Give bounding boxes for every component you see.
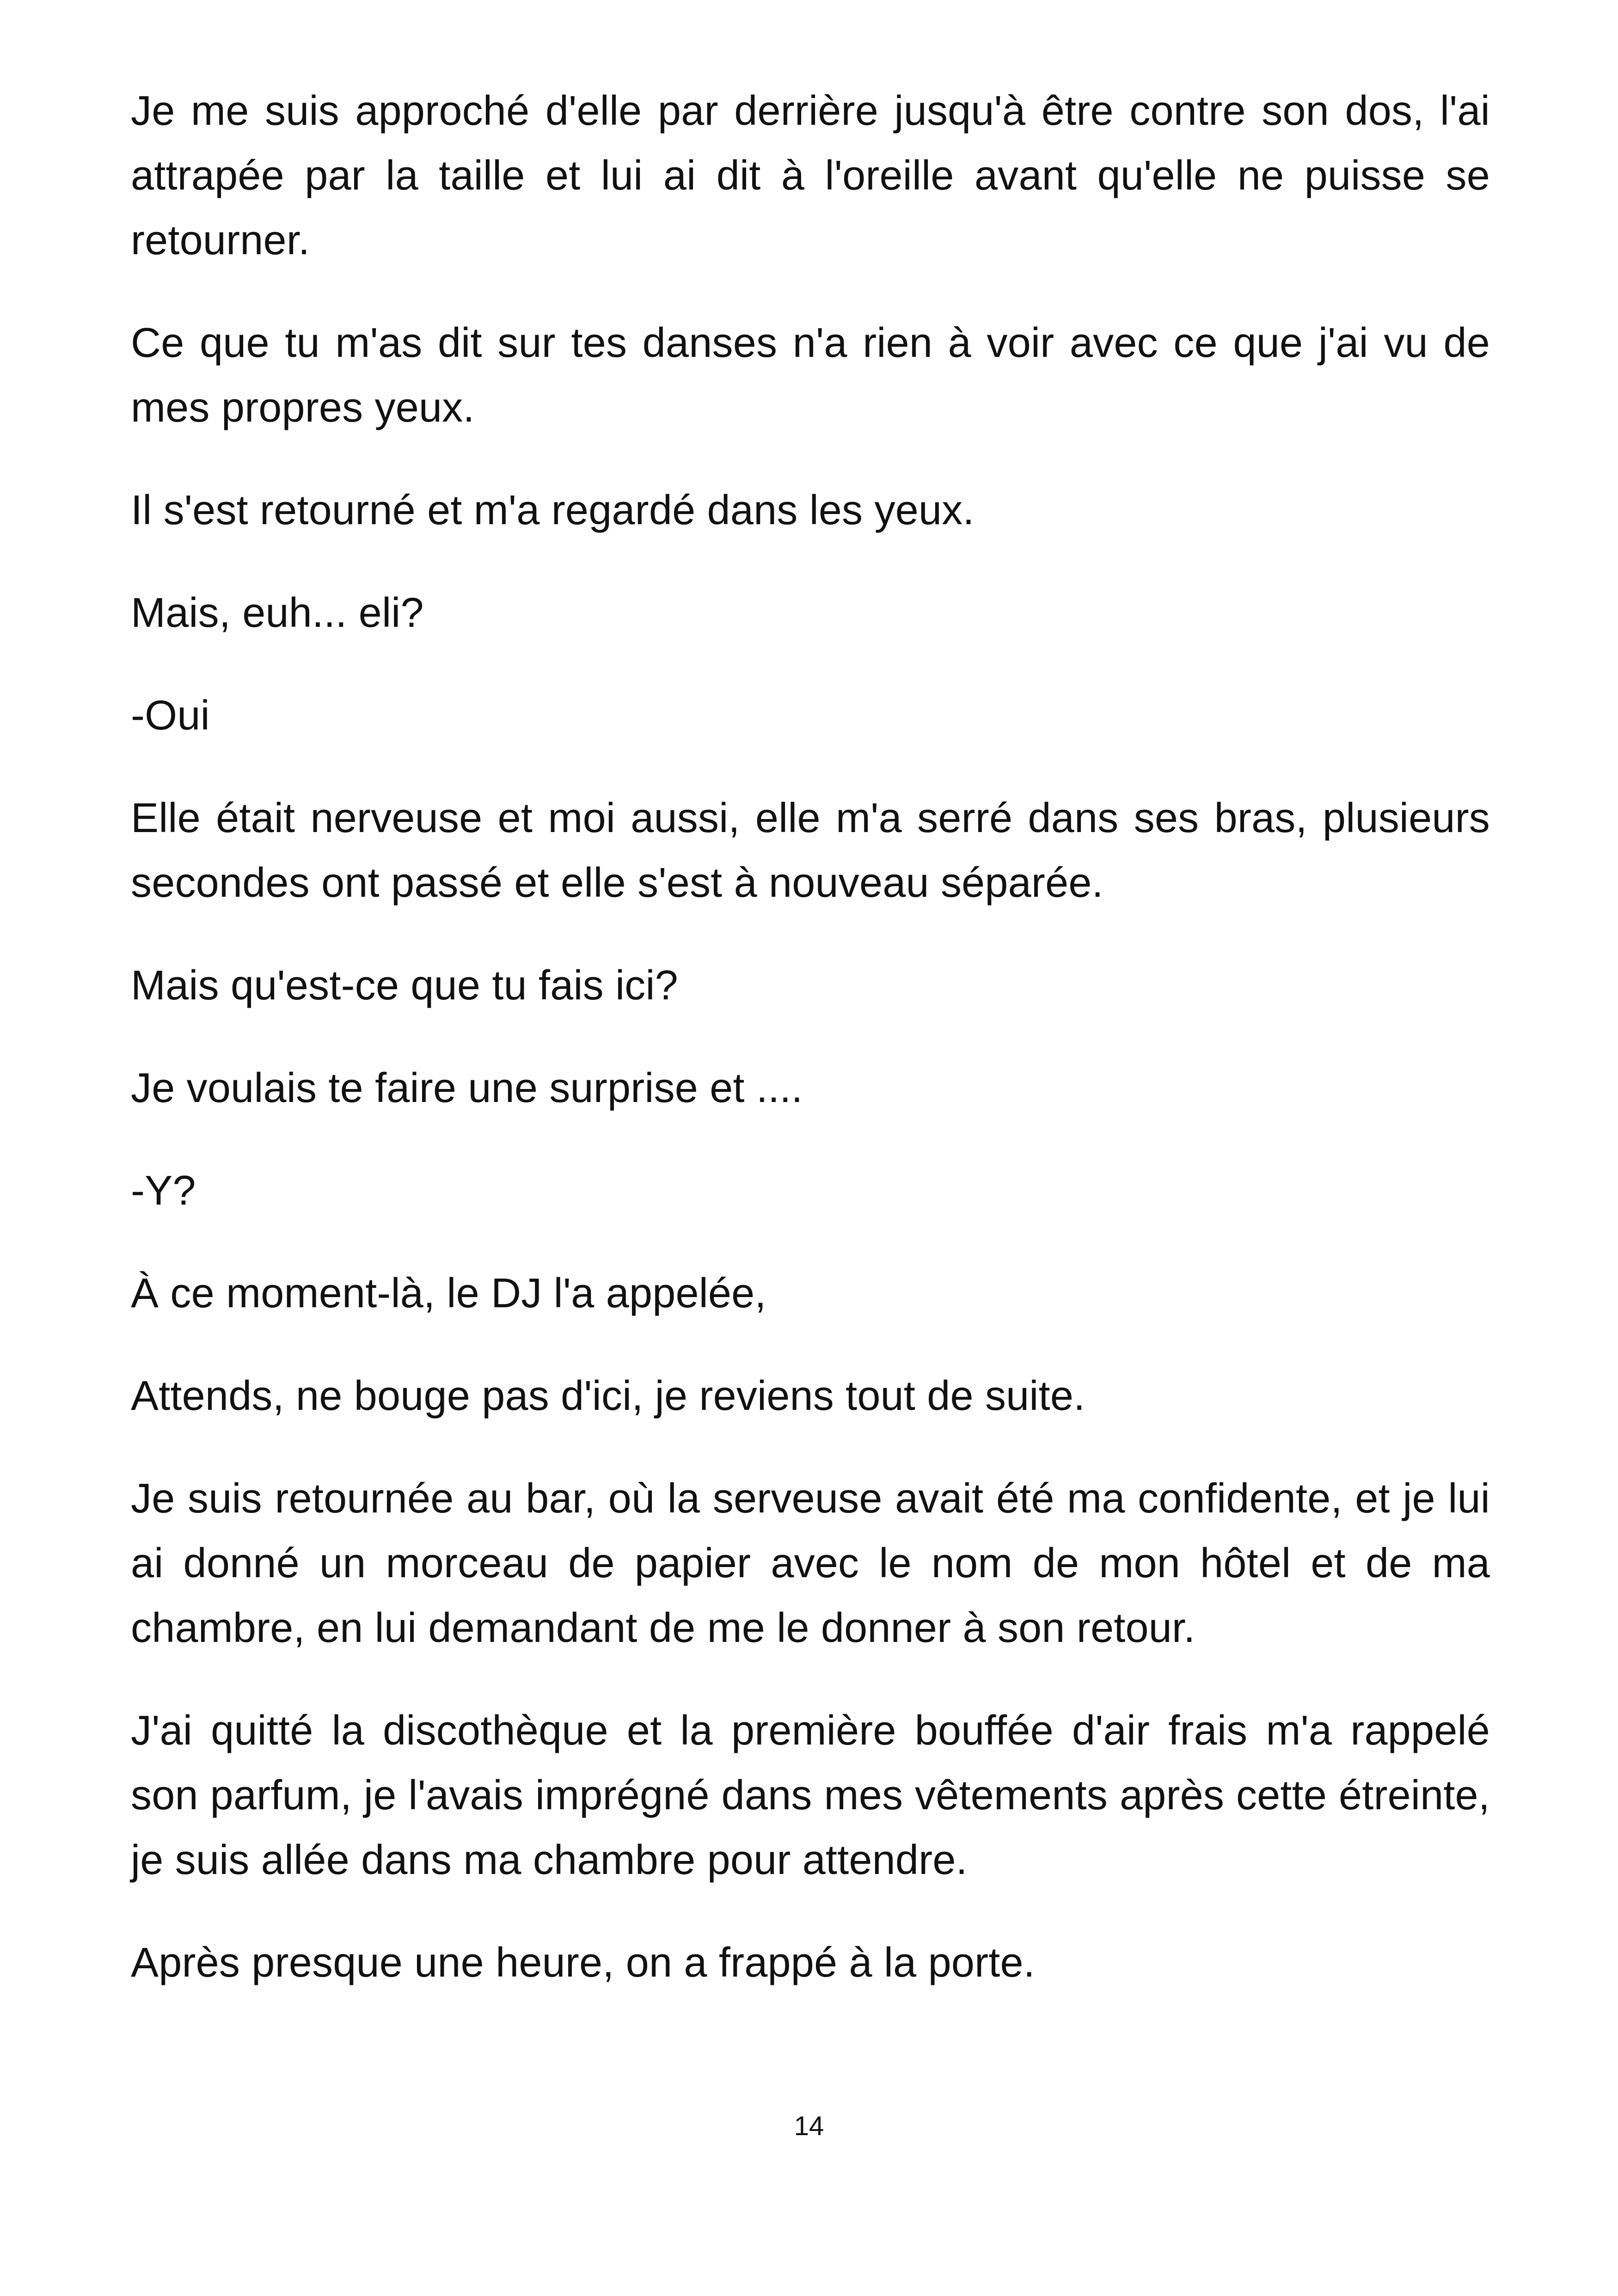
- paragraph: Mais, euh... eli?: [131, 590, 424, 636]
- body-text: [131, 79, 1490, 1995]
- paragraph: Il s'est retourné et m'a regardé dans les yeux.: [131, 487, 974, 533]
- paragraph: Elle était nerveuse et moi aussi, elle m'a serré dans ses bras, plusieurs secondes ont passé et elle s'est à nouveau séparée.: [131, 795, 1490, 906]
- paragraph: Mais qu'est-ce que tu fais ici?: [131, 962, 678, 1009]
- paragraph: Je me suis approché d'elle par derrière jusqu'à être contre son dos, l'ai attrapée par la taille et lui ai dit à l'oreille avant qu'elle ne puisse se retourner.: [131, 88, 1490, 263]
- paragraph: Attends, ne bouge pas d'ici, je reviens tout de suite.: [131, 1373, 1085, 1419]
- paragraph: Après presque une heure, on a frappé à la porte.: [131, 1940, 1035, 1986]
- paragraph: -Y?: [131, 1168, 196, 1214]
- paragraph: Ce que tu m'as dit sur tes danses n'a rien à voir avec ce que j'ai vu de mes propres yeux.: [131, 320, 1490, 431]
- paragraph: -Oui: [131, 692, 210, 739]
- paragraph: Je voulais te faire une surprise et ....: [131, 1065, 803, 1111]
- paragraph: J'ai quitté la discothèque et la première bouffée d'air frais m'a rappelé son parfum, je l'avais imprégné dans mes vêtements après cette étreinte, je suis allée dans ma chambre pour attendre.: [131, 1708, 1490, 1883]
- paragraph: Je suis retournée au bar, où la serveuse avait été ma confidente, et je lui ai donné un morceau de papier avec le nom de mon hôtel et de ma chambre, en lui demandant de me le donner à son retour.: [131, 1476, 1490, 1651]
- page-number: 14: [794, 2111, 824, 2141]
- paragraph: À ce moment-là, le DJ l'a appelée,: [131, 1270, 766, 1316]
